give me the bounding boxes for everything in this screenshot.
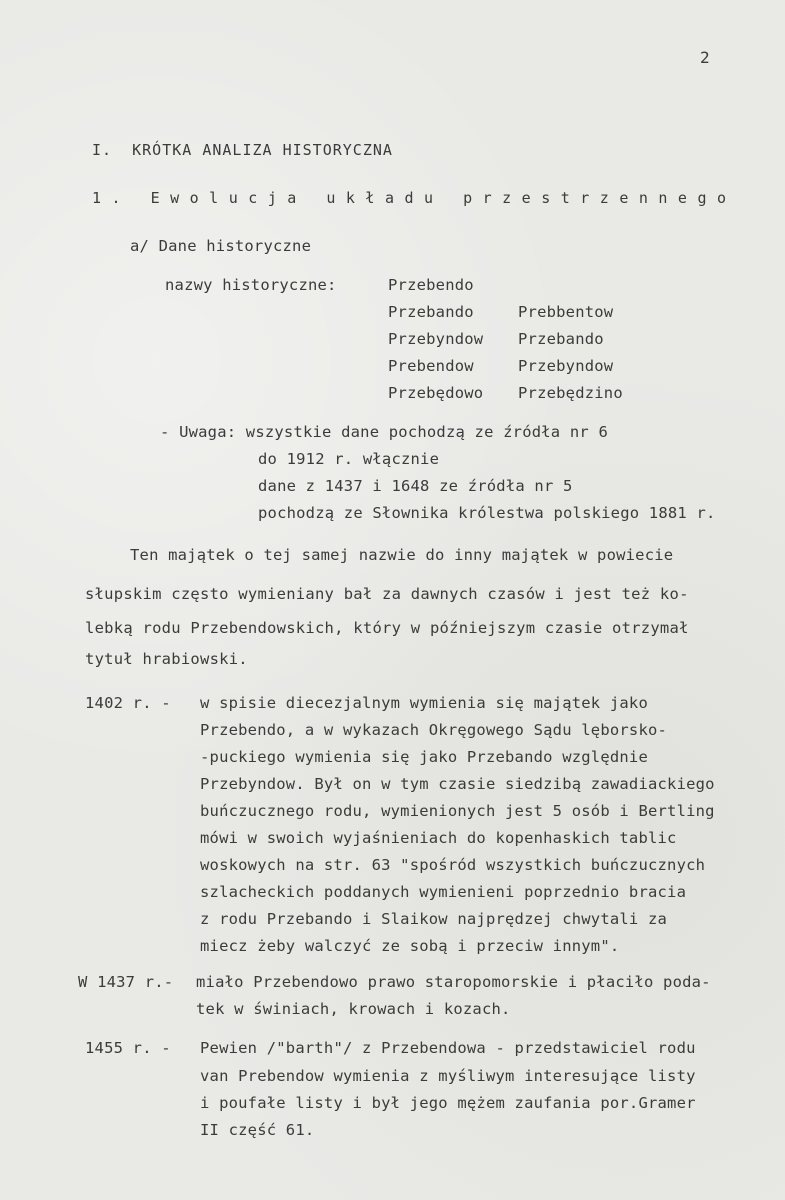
entry-date: 1402 r. -	[85, 694, 171, 712]
entry-line: miecz żeby walczyć ze sobą i przeciw innym".	[200, 937, 620, 955]
historical-name: Przebędzino	[518, 384, 623, 402]
historical-name: Przebyndow	[518, 357, 614, 375]
entry-line: i poufałe listy i był jego mężem zaufania por.Gramer	[200, 1094, 696, 1112]
entry-line: woskowych na str. 63 "spośród wszystkich buńczucznych	[200, 856, 706, 874]
entry-line: -puckiego wymienia się jako Przebando względnie	[200, 748, 648, 766]
historical-name: Prebendow	[388, 357, 474, 375]
entry-line: II część 61.	[200, 1121, 315, 1139]
entry-date: W 1437 r.-	[78, 973, 174, 991]
historical-name: Przebendo	[388, 276, 474, 294]
note-line: - Uwaga: wszystkie dane pochodzą ze źródła nr 6	[160, 423, 608, 441]
historical-name: Przebando	[518, 330, 604, 348]
note-line: do 1912 r. włącznie	[258, 450, 440, 468]
entry-line: mówi w swoich wyjaśnieniach do kopenhaskich tablic	[200, 829, 677, 847]
entry-line: van Prebendow wymienia z myśliwym interesujące listy	[200, 1067, 696, 1085]
entry-line: w spisie diecezjalnym wymienia się majątek jako	[200, 694, 648, 712]
entry-line: miało Przebendowo prawo staropomorskie i płaciło poda-	[196, 973, 711, 991]
historical-name: Przebyndow	[388, 330, 484, 348]
entry-line: Przebyndow. Był on w tym czasie siedzibą zawadiackiego	[200, 775, 715, 793]
entry-line: buńczucznego rodu, wymienionych jest 5 osób i Bertling	[200, 802, 715, 820]
subsection-heading: 1. Ewolucja układu przestrzennego	[92, 189, 737, 207]
historical-name: Przebędowo	[388, 384, 484, 402]
note-line: pochodzą ze Słownika królestwa polskiego 1881 r.	[258, 504, 716, 522]
paragraph-line: tytuł hrabiowski.	[85, 650, 248, 668]
historical-name: Prebbentow	[518, 303, 614, 321]
entry-line: Pewien /"barth"/ z Przebendowa - przedstawiciel rodu	[200, 1039, 696, 1057]
paragraph-line: Ten majątek o tej samej nazwie do inny majątek w powiecie	[130, 546, 674, 564]
paragraph-line: lebką rodu Przebendowskich, który w późniejszym czasie otrzymał	[85, 619, 689, 637]
entry-line: z rodu Przebando i Slaikow najprędzej chwytali za	[200, 910, 668, 928]
subheading-historical-data: a/ Dane historyczne	[130, 237, 312, 255]
entry-line: tek w świniach, krowach i kozach.	[196, 1000, 511, 1018]
historical-name: Przebando	[388, 303, 474, 321]
note-line: dane z 1437 i 1648 ze źródła nr 5	[258, 477, 573, 495]
entry-line: Przebendo, a w wykazach Okręgowego Sądu lęborsko-	[200, 721, 668, 739]
entry-date: 1455 r. -	[85, 1039, 171, 1057]
page-number: 2	[700, 48, 710, 67]
section-heading: I. KRÓTKA ANALIZA HISTORYCZNA	[92, 141, 393, 159]
paragraph-line: słupskim często wymieniany bał za dawnych czasów i jest też ko-	[85, 585, 689, 603]
historical-names-label: nazwy historyczne:	[165, 276, 337, 294]
entry-line: szlacheckich poddanych wymienieni poprzednio bracia	[200, 883, 687, 901]
